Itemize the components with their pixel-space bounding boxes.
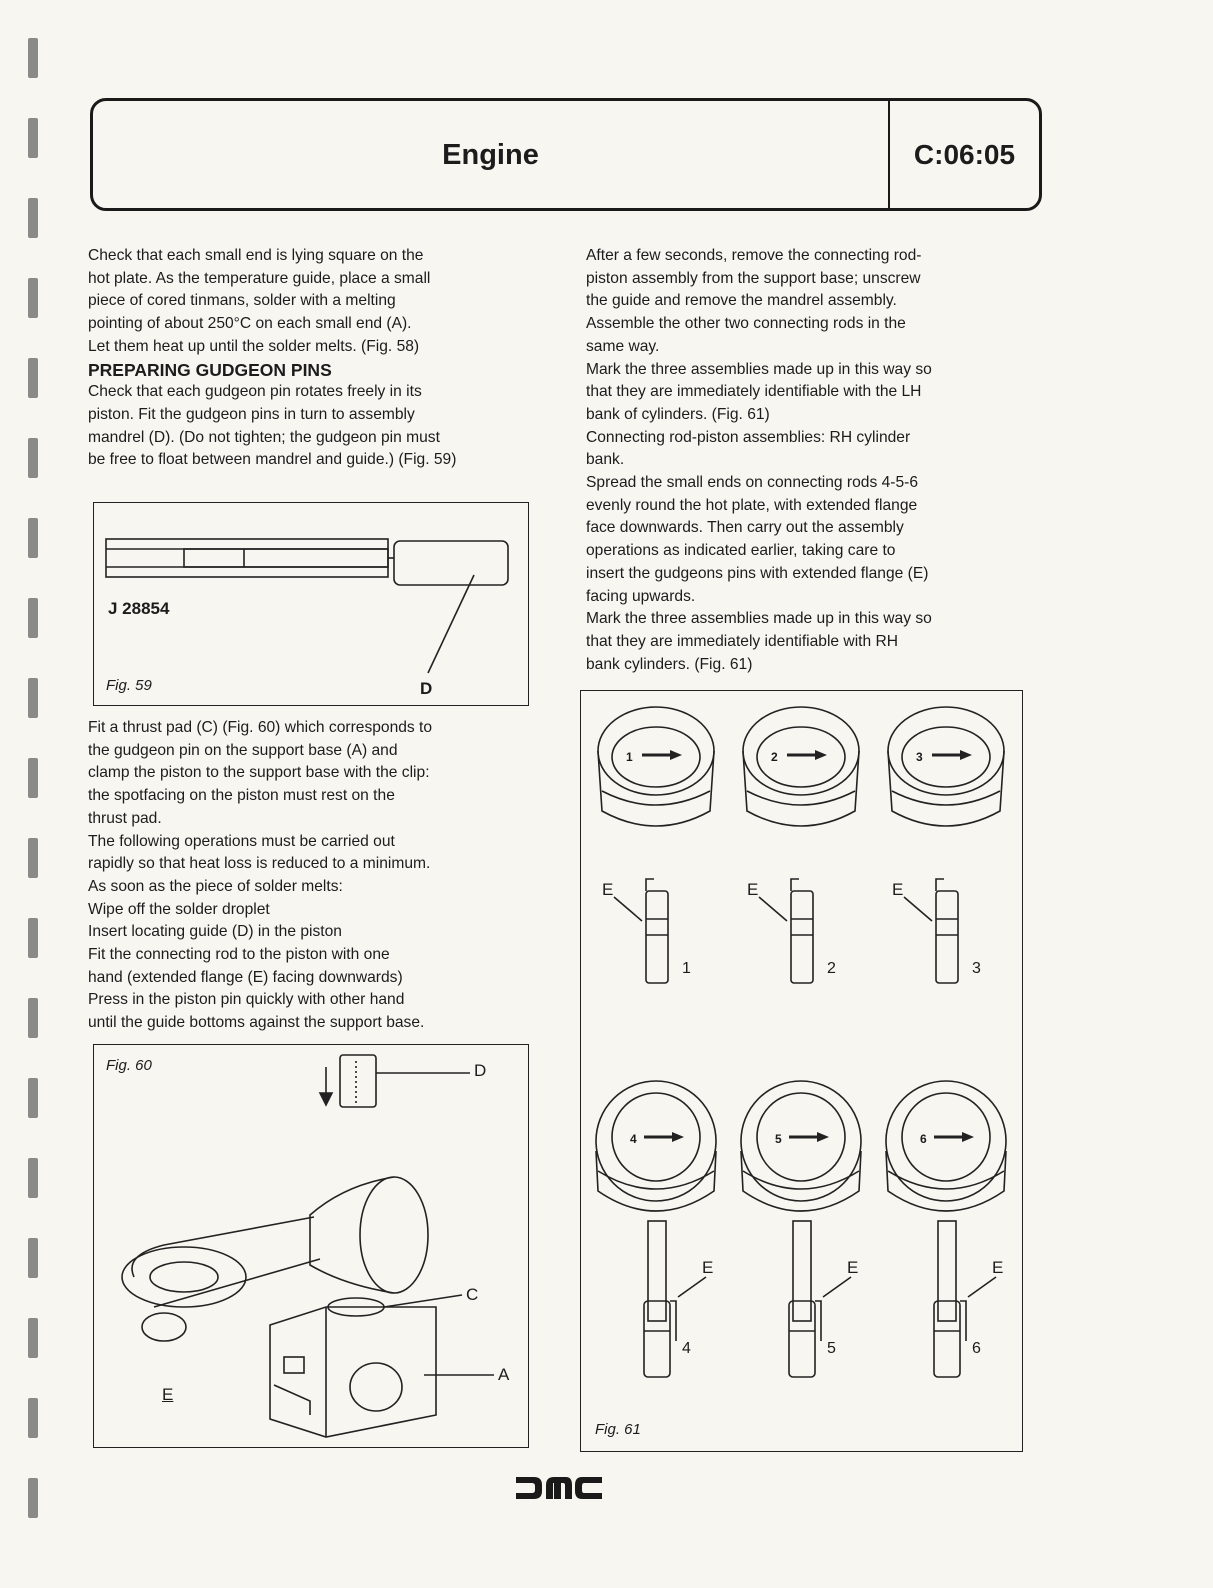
text-line: that they are immediately identifiable with RH xyxy=(586,632,899,650)
text-line: bank cylinders. (Fig. 61) xyxy=(586,655,753,673)
text-line: Let them heat up until the solder melts. (Fig. 58) xyxy=(88,337,420,355)
arrow-head xyxy=(815,750,827,760)
figure-caption: Fig. 59 xyxy=(106,677,152,694)
text-line: be free to float between mandrel and guide.) (Fig. 59) xyxy=(88,451,457,469)
text-line: same way. xyxy=(586,337,660,355)
tool-number: J 28854 xyxy=(108,599,170,618)
extended-flange xyxy=(646,879,654,891)
leader-line xyxy=(904,897,932,921)
dmc-logo xyxy=(516,1477,602,1499)
assembly-number: 5 xyxy=(775,1132,782,1146)
label-e: E xyxy=(747,880,759,899)
extended-flange xyxy=(936,879,944,891)
left-column-text-lower xyxy=(88,717,538,1035)
text-line: thrust pad. xyxy=(88,809,162,827)
assembly-number: 3 xyxy=(972,960,981,977)
connecting-rod-small-end xyxy=(646,891,668,983)
text-line: Press in the piston pin quickly with other hand xyxy=(88,991,405,1009)
piston-crown xyxy=(598,707,714,795)
piston-crown xyxy=(743,707,859,795)
text-line: Check that each gudgeon pin rotates freely in its xyxy=(88,383,422,401)
left-column-text xyxy=(88,245,538,472)
section-heading: PREPARING GUDGEON PINS xyxy=(88,359,332,380)
text-line: piston. Fit the gudgeon pins in turn to assembly xyxy=(88,405,415,423)
text-line: Mark the three assemblies made up in this way so xyxy=(586,610,932,628)
text-line: Check that each small end is lying square on the xyxy=(88,247,424,264)
text-line: Mark the three assemblies made up in this way so xyxy=(586,360,932,378)
label-c: C xyxy=(466,1285,479,1304)
piston-top xyxy=(596,1081,716,1201)
leader-line xyxy=(968,1277,996,1297)
connecting-rod-shaft xyxy=(938,1221,956,1321)
text-line: pointing of about 250°C on each small end (A). xyxy=(88,315,412,333)
piston-ring xyxy=(602,791,710,805)
text-line: bank. xyxy=(586,451,625,469)
leader-line xyxy=(823,1277,851,1297)
arrow-head xyxy=(672,1132,684,1142)
text-line: insert the gudgeons pins with extended flange (E) xyxy=(586,564,929,582)
section-reference: C:06:05 xyxy=(913,139,1016,170)
text-line: facing upwards. xyxy=(586,587,696,605)
assembly-number: 1 xyxy=(682,960,691,977)
assembly-number: 2 xyxy=(771,750,778,764)
extended-flange xyxy=(670,1301,676,1341)
label-e: E xyxy=(847,1258,859,1277)
text-line: rapidly so that heat loss is reduced to a minimum. xyxy=(88,855,431,873)
piston-ring xyxy=(747,791,855,805)
piston-top xyxy=(886,1081,1006,1201)
arrow-head xyxy=(962,1132,974,1142)
connecting-rod-assemblies-drawing xyxy=(581,691,1024,1453)
leader-line xyxy=(614,897,642,921)
text-line: Spread the small ends on connecting rods 4-5-6 xyxy=(586,474,918,492)
text-line: piece of cored tinmans, solder with a melting xyxy=(88,292,396,310)
assembly-number: 4 xyxy=(630,1132,637,1146)
label-e: E xyxy=(602,880,614,899)
piston-top xyxy=(741,1081,861,1201)
text-line: Wipe off the solder droplet xyxy=(88,900,270,918)
figure-caption: Fig. 60 xyxy=(106,1057,152,1074)
text-line: piston assembly from the support base; unscrew xyxy=(586,269,921,287)
label-e: E xyxy=(162,1385,174,1404)
connecting-rod-shaft xyxy=(648,1221,666,1321)
text-line: hot plate. As the temperature guide, place a small xyxy=(88,269,431,287)
extended-flange xyxy=(960,1301,966,1341)
extended-flange xyxy=(791,879,799,891)
text-line: until the guide bottoms against the support base. xyxy=(88,1014,425,1032)
label-d: D xyxy=(420,679,433,698)
text-line: As soon as the piece of solder melts: xyxy=(88,877,343,895)
assembly-number: 6 xyxy=(972,1340,981,1357)
arrow-head xyxy=(960,750,972,760)
assembly-number: 2 xyxy=(827,960,836,977)
extended-flange xyxy=(815,1301,821,1341)
text-line: mandrel (D). (Do not tighten; the gudgeon pin must xyxy=(88,428,440,446)
label-e: E xyxy=(992,1258,1004,1277)
assembly-number: 3 xyxy=(916,750,923,764)
assembly-number: 1 xyxy=(626,750,633,764)
label-a: A xyxy=(498,1365,510,1384)
page-title: Engine xyxy=(442,139,539,171)
piston-skirt xyxy=(888,751,1004,826)
text-line: the gudgeon pin on the support base (A) and xyxy=(88,741,398,759)
text-line: that they are immediately identifiable with the LH xyxy=(586,383,922,401)
text-line: After a few seconds, remove the connecting rod- xyxy=(586,247,922,264)
text-line: Connecting rod-piston assemblies: RH cylinder xyxy=(586,428,911,446)
label-d: D xyxy=(474,1061,487,1080)
figure-caption: Fig. 61 xyxy=(595,1421,641,1438)
text-line: clamp the piston to the support base with the clip: xyxy=(88,764,430,782)
right-column-text xyxy=(586,245,1036,676)
piston-ring xyxy=(743,1171,859,1189)
text-line: Insert locating guide (D) in the piston xyxy=(88,923,342,941)
piston-skirt xyxy=(598,751,714,826)
text-line: the guide and remove the mandrel assembly. xyxy=(586,292,897,310)
figure-60 xyxy=(93,1044,529,1448)
piston-assembly-drawing xyxy=(94,1045,530,1449)
text-line: Assemble the other two connecting rods in the xyxy=(586,315,906,333)
text-line: Fit the connecting rod to the piston with one xyxy=(88,946,390,964)
text-line: hand (extended flange (E) facing downwards) xyxy=(88,968,403,986)
text-line: Fit a thrust pad (C) (Fig. 60) which corresponds to xyxy=(88,719,433,736)
connecting-rod-shaft xyxy=(793,1221,811,1321)
leader-line xyxy=(678,1277,706,1297)
text-line: evenly round the hot plate, with extended flange xyxy=(586,496,918,514)
label-e: E xyxy=(892,880,904,899)
figure-59 xyxy=(93,502,529,706)
arrow-head xyxy=(670,750,682,760)
piston-skirt xyxy=(743,751,859,826)
text-line: bank of cylinders. (Fig. 61) xyxy=(586,405,770,423)
leader-line xyxy=(759,897,787,921)
piston-ring xyxy=(598,1171,714,1189)
text-line: The following operations must be carried out xyxy=(88,832,395,850)
connecting-rod-small-end xyxy=(936,891,958,983)
assembly-number: 4 xyxy=(682,1340,691,1357)
piston-ring xyxy=(888,1171,1004,1189)
assembly-number: 6 xyxy=(920,1132,927,1146)
connecting-rod-small-end xyxy=(791,891,813,983)
text-line: operations as indicated earlier, taking care to xyxy=(586,542,896,560)
arrow-head xyxy=(817,1132,829,1142)
piston-ring xyxy=(892,791,1000,805)
piston-crown xyxy=(888,707,1004,795)
text-line: the spotfacing on the piston must rest on the xyxy=(88,787,395,805)
figure-61 xyxy=(580,690,1023,1452)
label-e: E xyxy=(702,1258,714,1277)
text-line: face downwards. Then carry out the assembly xyxy=(586,519,904,537)
assembly-number: 5 xyxy=(827,1340,836,1357)
page-header xyxy=(90,98,1042,211)
